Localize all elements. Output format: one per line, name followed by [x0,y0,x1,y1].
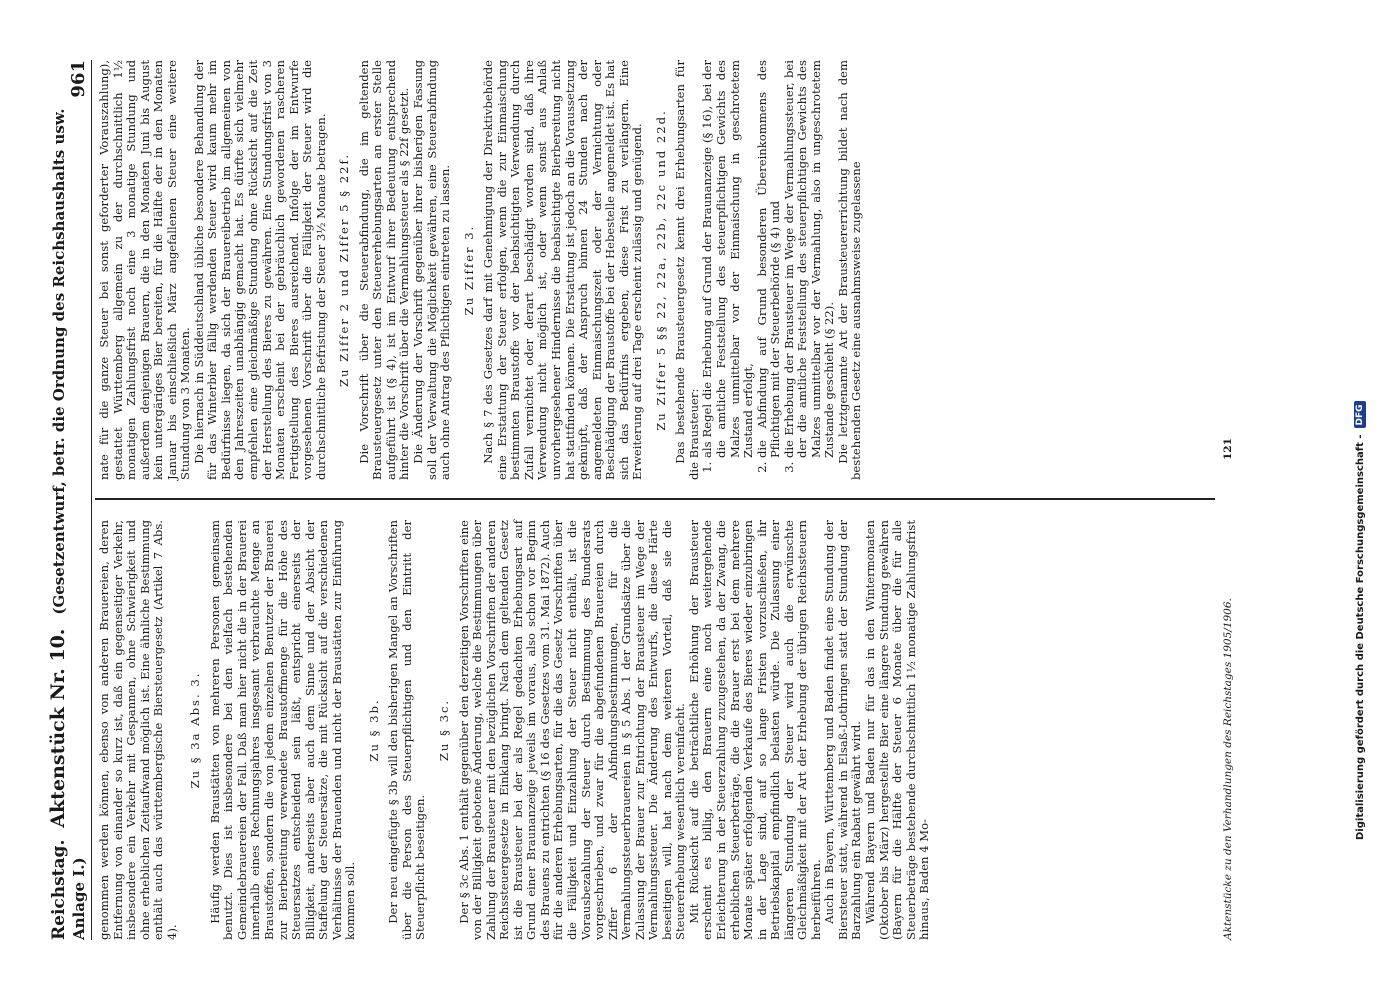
left-column [98,520,932,940]
footer-source: Aktenstücke zu den Verhandlungen des Reichstages 1905/1906. [1222,598,1234,940]
column-divider [95,499,1215,501]
paragraph: Die letztgenannte Art der Brausteuererrichtung bildet nach dem bestehenden Gesetz eine ausnahmsweise zugelassene [835,60,864,480]
paragraph: Die Änderung der Vorschrift gegenüber ihrer bisherigen Fassung soll der Verwaltung die Möglichkeit gewähren, eine Steuerabfindung auch ohne Antrag des Pflichtigen eintreten zu lassen. [411,60,453,480]
section-heading: Zu § 3c. [437,698,452,762]
paragraph: Der neu eingefügte § 3b will den bisherigen Mangel an Vorschriften über die Person des Steuerpflichtigen und den Eintritt der Steuerpflicht beseitigen. [386,520,428,940]
header-subtitle: (Gesetzentwurf, betr. die Ordnung des Reichshaushalts usw. Anlage I.) [50,108,88,940]
section-heading: Zu § 3a Abs. 3. [188,671,203,789]
paragraph: nate für die ganze Steuer bei sonst geforderter Vorauszahlung), gestattet Württemberg allgemein zu der durchschnittlich 1½ monatigen Zahlungsfrist noch eine 3 monatige Stundung und außerdem denjenigen Brauern, die in den Monaten Juni bis August kein untergäriges Bier bereiten, für die Hälfte der in den Monaten Januar bis einschließlich März angefallenen Steuer eine weitere Stundung von 3 Monaten. [97,60,193,480]
paragraph: Während Bayern und Baden nur für das in den Wintermonaten (Oktober bis März) hergestellte Bier eine längere Stundung gewähren (Bayern für die Hälfte der Steuer 6 Monate über die für alle Steuerbeträge bestehende durchschnittlich 1½ monatige Zahlungsfrist hinaus, Baden 4 Mo- [862,520,932,940]
header-left [47,98,89,940]
list-item: 2. die Abfindung auf Grund besonderen Übereinkommens des Pflichtigen mit der Steuerbehörde (§ 4) und [756,60,783,458]
paragraph: Der § 3c Abs. 1 enthält gegenüber den derzeitigen Vorschriften eine von der Billigkeit gebotene Änderung, welche die Bestimmungen über Zahlung der Brausteuer mit den bezüglichen Vorschriften der anderen Reichssteuergesetze in Einklang bringt. Nach dem geltenden Gesetz ist die Brausteuer bei der als Regel gedachten Erhebungsart auf Grund einer Braunanzeige jeweils im voraus, also schon vor Beginn des Brauens zu entrichten (§ 16 des Gesetzes vom 31. Mai 1872). Auch für die anderen Erhebungsarten, für die das Gesetz Vorschriften über die Fälligkeit und Einzahlung der Steuer nicht enthält, ist die Vorausbezahlung der Steuer durch Bestimmung des Bundesrats vorgeschrieben, und zwar für die abgefundenen Brauereien durch Ziffer 6 der Abfindungsbestimmungen, für die Vermahlungssteuerbrauereien in § 5 Abs. 1 der Grundsätze über die Zulassung der Brauer zur Entrichtung der Brausteuer im Wege der Vermahlungssteuer. Die Änderung des Entwurfs, die diese Härte beseitigen will, hat nach dem weiteren Vorteil, daß sie die Steuererhebung wesentlich vereinfacht. [456,520,688,940]
list-item: 3. die Erhebung der Brausteuer im Wege der Vermahlungssteuer, bei der die amtliche Feststellung des steuerpflichtigen Gewichts des Malzes unmittelbar vor der Vermahlung, also in ungeschrotetem Zustande geschieht (§ 22). [783,60,837,458]
section-heading: Zu § 3b. [366,698,381,762]
collection-methods-list [701,60,836,480]
paragraph: Mit Rücksicht auf die beträchtliche Erhöhung der Brausteuer erscheint es billig, den Brauern eine noch weitergehende Erleichterung in der Steuerzahlung zuzugestehen, da der Zwang, die erheblichen Steuerbeträge, die die Brauer erst bei dem mehrere Monate später erfolgenden Verkaufe des Bieres wieder einzubringen in der Lage sind, auf so lange Fristen vorzuschießen, ihr Betriebskapital empfindlich belasten würde. Die Zulassung einer längeren Stundung der Steuer wird auch die erwünschte Gleichmäßigkeit mit der Art der Erhebung der übrigen Reichssteuern herbeiführen. [686,520,823,940]
right-column [98,60,864,480]
section-heading: Zu Ziffer 3. [461,224,476,316]
digitization-text: Digitalisierung gefördert durch die Deutsche Forschungsgemeinschaft - [1354,434,1366,840]
page-number: 961 [68,60,89,98]
paragraph: Auch in Bayern, Württemberg und Baden findet eine Stundung der Biersteuer statt, während in Elsaß-Lothringen statt der Stundung der Barzahlung ein Rabatt gewährt wird. [822,520,864,940]
paragraph: Nach § 7 des Gesetzes darf mit Genehmigung der Direktivbehörde eine Erstattung der Steuer erfolgen, wenn die zur Einmaischung bestimmten Braustoffe vor der beabsichtigten Verwendung durch Zufall vernichtet oder derart beschädigt worden sind, daß ihre Verwendung nicht möglich ist, oder wenn sonst aus Anlaß unvorhergesehener Hindernisse die beabsichtigte Bierbereitung nicht hat stattfinden können. Die Erstattung ist jedoch an die Voraussetzung geknüpft, daß der Anspruch binnen 24 Stunden nach der angemeldeten Einmaischungszeit oder der Vernichtung oder Beschädigung der Braustoffe bei der Hebestelle angemeldet ist. Es hat sich das Bedürfnis ergeben, diese Frist zu verlängern. Eine Erweiterung auf drei Tage erscheint zulässig und genügend. [481,60,645,480]
list-item: 1. als Regel die Erhebung auf Grund der Braunanzeige (§ 16), bei der die amtliche Feststellung des steuerpflichtigen Gewichts des Malzes unmittelbar vor der Einmaischung in geschrotetem Zustand erfolgt, [701,60,755,458]
page-header [47,60,92,940]
dfg-logo: DFG [1354,401,1366,428]
header-title: Aktenstück Nr. 10. [47,628,69,828]
paragraph: Häufig werden Braustätten von mehreren Personen gemeinsam benutzt. Dies ist insbesondere bei den vielfach bestehenden Gemeindebrauereien der Fall. Daß man hier nicht die in der Brauerei innerhalb eines Rechnungsjahres insgesamt verbrauchte Menge an Braustoffen, sondern die von jedem einzelnen Benutzer der Brauerei zur Bierbereitung verwendete Braustoffmenge für die Höhe des Steuersatzes entscheidend sein läßt, entspricht einerseits der Billigkeit, anderseits aber auch dem Sinne und der Absicht der Staffelung der Steuersätze, die mit Rücksicht auf die verschiedenen Verhältnisse der Brauenden und nicht der Braustätten zur Einführung kommen soll. [207,520,358,940]
header-prefix: Reichstag. [49,839,69,940]
paragraph: genommen werden können, ebenso von anderen Brauereien, deren Entfernung von einander so kurz ist, daß ein gegenseitiger Verkehr, insbesondere ein Verkehr mit Gespannen, ohne Schwierigkeit und ohne erheblichen Zeitaufwand möglich ist. Eine ähnliche Bestimmung enthält auch das württembergische Biersteuergesetz (Artikel 7 Abs. 4). [97,520,179,940]
paragraph: Das bestehende Brausteuergesetz kennt drei Erhebungsarten für die Brausteuer: [673,60,701,480]
section-heading: Zu Ziffer 5 §§ 22, 22a, 22b, 22c und 22d. [653,109,668,431]
paragraph: Die hiernach in Süddeutschland übliche besondere Behandlung der für das Winterbier fällig werdenden Steuer wird kaum mehr im Bedürfnisse liegen, da sich der Brauereibetrieb im allgemeinen von den Jahreszeiten unabhängig gemacht hat. Es dürfte sich vielmehr empfehlen eine gleichmäßige Stundung ohne Rücksicht auf die Zeit der Herstellung des Bieres zu gewähren. Eine Stundungsfrist von 3 Monaten erscheint bei der gebräuchlich gewordenen rascheren Fertigstellung des Bieres ausreichend. Infolge der im Entwurfe vorgesehenen Vorschrift über die Fälligkeit der Steuer wird die durchschnittliche Befristung der Steuer 3½ Monate betragen. [191,60,328,480]
section-heading: Zu Ziffer 2 und Ziffer 5 § 22f. [337,152,352,388]
digitization-note [1354,0,1366,840]
paragraph: Die Vorschrift über die Steuerabfindung, die im geltenden Brausteuergesetz unter den Steuererhebungsarten an erster Stelle aufgeführt ist (§ 4), ist im Entwurf ihrer Bedeutung entsprechend hinter die Vorschrift über die Vermahlungssteuer als § 22f gesetzt. [356,60,412,480]
sheet-mark: 121 [1222,438,1234,460]
